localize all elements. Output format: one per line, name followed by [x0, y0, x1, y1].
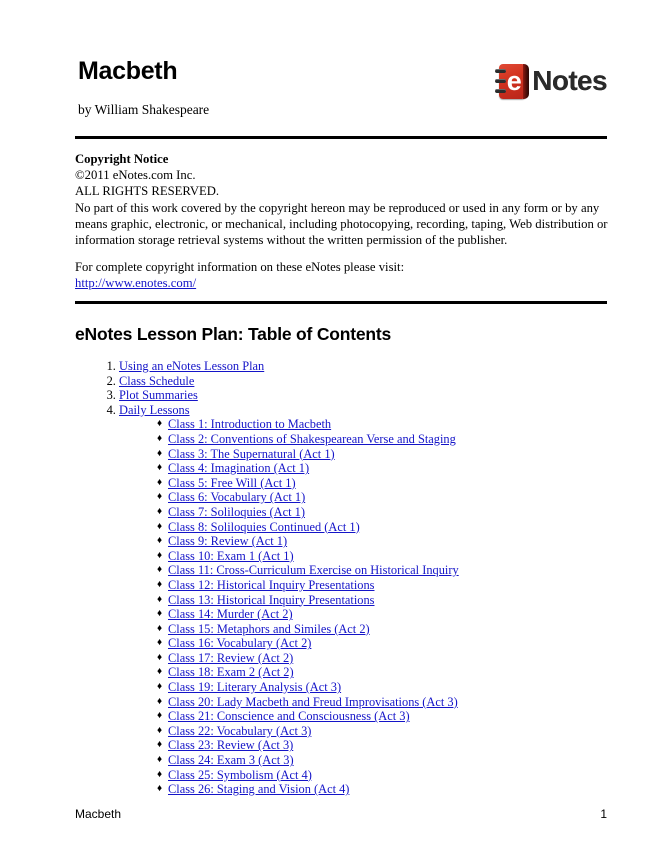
- list-item[interactable]: [119, 374, 615, 389]
- class-link[interactable]: Class 15: Metaphors and Similes (Act 2): [168, 621, 370, 636]
- list-item[interactable]: [157, 753, 615, 768]
- enotes-url-link[interactable]: http://www.enotes.com/: [75, 276, 197, 291]
- list-item[interactable]: [157, 665, 615, 680]
- class-link[interactable]: Class 12: Historical Inquiry Presentations: [168, 577, 375, 592]
- list-item[interactable]: [157, 461, 615, 476]
- class-link[interactable]: Class 16: Vocabulary (Act 2): [168, 636, 312, 651]
- list-item[interactable]: [157, 768, 615, 783]
- class-link[interactable]: Class 8: Soliloquies Continued (Act 1): [168, 519, 360, 534]
- page-footer: [75, 807, 607, 821]
- notebook-icon: [495, 63, 529, 100]
- logo-letter-e: e: [506, 65, 522, 96]
- diamond-bullet-icon: ♦: [157, 724, 163, 736]
- list-item[interactable]: [157, 680, 615, 695]
- list-item[interactable]: [157, 505, 615, 520]
- diamond-bullet-icon: ♦: [157, 637, 163, 649]
- copyright-notice: [75, 151, 615, 292]
- list-item[interactable]: [119, 359, 615, 374]
- diamond-bullet-icon: ♦: [157, 739, 163, 751]
- class-link[interactable]: Class 5: Free Will (Act 1): [168, 475, 296, 490]
- diamond-bullet-icon: ♦: [157, 608, 163, 620]
- rights-reserved-line: ALL RIGHTS RESERVED.: [75, 184, 220, 199]
- class-link[interactable]: Class 18: Exam 2 (Act 2): [168, 665, 294, 680]
- list-item[interactable]: [157, 490, 615, 505]
- list-item[interactable]: [157, 651, 615, 666]
- class-link[interactable]: Class 22: Vocabulary (Act 3): [168, 723, 312, 738]
- spiral-ring-icon: [495, 69, 506, 73]
- class-link[interactable]: Class 19: Literary Analysis (Act 3): [168, 680, 342, 695]
- class-link[interactable]: Class 26: Staging and Vision (Act 4): [168, 782, 350, 797]
- list-item[interactable]: [157, 593, 615, 608]
- divider-middle: [75, 301, 607, 304]
- toc-heading: eNotes Lesson Plan: Table of Contents: [75, 324, 392, 344]
- class-link[interactable]: Class 24: Exam 3 (Act 3): [168, 753, 294, 768]
- author-byline: by William Shakespeare: [78, 102, 210, 117]
- list-item[interactable]: [157, 782, 615, 797]
- footer-title: Macbeth: [75, 807, 122, 821]
- list-item[interactable]: [157, 622, 615, 637]
- diamond-bullet-icon: ♦: [157, 476, 163, 488]
- class-link[interactable]: Class 10: Exam 1 (Act 1): [168, 548, 294, 563]
- diamond-bullet-icon: ♦: [157, 520, 163, 532]
- class-link[interactable]: Class 3: The Supernatural (Act 1): [168, 446, 335, 461]
- diamond-bullet-icon: ♦: [157, 462, 163, 474]
- diamond-bullet-icon: ♦: [157, 593, 163, 605]
- class-link[interactable]: Class 14: Murder (Act 2): [168, 607, 293, 622]
- enotes-logo: [495, 61, 607, 101]
- class-link[interactable]: Class 23: Review (Act 3): [168, 738, 294, 753]
- diamond-bullet-icon: ♦: [157, 505, 163, 517]
- logo-wordmark: Notes: [532, 65, 607, 96]
- toc-numbered-list: [75, 359, 615, 797]
- list-item[interactable]: [157, 563, 615, 578]
- diamond-bullet-icon: ♦: [157, 578, 163, 590]
- footer-page-number: 1: [600, 807, 607, 821]
- diamond-bullet-icon: ♦: [157, 564, 163, 576]
- diamond-bullet-icon: ♦: [157, 447, 163, 459]
- list-item[interactable]: [157, 695, 615, 710]
- diamond-bullet-icon: ♦: [157, 681, 163, 693]
- class-link[interactable]: Class 7: Soliloquies (Act 1): [168, 504, 305, 519]
- table-of-contents: [75, 359, 615, 797]
- diamond-bullet-icon: ♦: [157, 651, 163, 663]
- list-item[interactable]: [157, 417, 615, 432]
- list-item[interactable]: [119, 388, 615, 403]
- diamond-bullet-icon: ♦: [157, 622, 163, 634]
- list-item[interactable]: [157, 607, 615, 622]
- class-link[interactable]: Class 9: Review (Act 1): [168, 534, 288, 549]
- diamond-bullet-icon: ♦: [157, 535, 163, 547]
- list-item[interactable]: [157, 534, 615, 549]
- list-item[interactable]: [157, 476, 615, 491]
- diamond-bullet-icon: ♦: [157, 549, 163, 561]
- diamond-bullet-icon: ♦: [157, 768, 163, 780]
- toc-link-using-lesson-plan[interactable]: Using an eNotes Lesson Plan: [119, 359, 265, 373]
- toc-link-class-schedule[interactable]: Class Schedule: [119, 373, 195, 388]
- class-link[interactable]: Class 11: Cross-Curriculum Exercise on Historical Inquiry: [168, 563, 459, 578]
- class-link[interactable]: Class 20: Lady Macbeth and Freud Improvisations (Act 3): [168, 694, 458, 709]
- list-item[interactable]: [157, 738, 615, 753]
- diamond-bullet-icon: ♦: [157, 710, 163, 722]
- class-link[interactable]: Class 25: Symbolism (Act 4): [168, 767, 312, 782]
- toc-link-plot-summaries[interactable]: Plot Summaries: [119, 388, 198, 403]
- diamond-bullet-icon: ♦: [157, 418, 163, 430]
- diamond-bullet-icon: ♦: [157, 666, 163, 678]
- class-link[interactable]: Class 13: Historical Inquiry Presentations: [168, 592, 375, 607]
- diamond-bullet-icon: ♦: [157, 695, 163, 707]
- page-title: Macbeth: [78, 57, 178, 85]
- list-item[interactable]: [157, 447, 615, 462]
- copyright-visit-line: For complete copyright information on these eNotes please visit:: [75, 260, 405, 275]
- divider-top: [75, 136, 607, 139]
- list-item[interactable]: [157, 432, 615, 447]
- list-item[interactable]: [157, 520, 615, 535]
- diamond-bullet-icon: ♦: [157, 754, 163, 766]
- spiral-ring-icon: [495, 79, 506, 83]
- diamond-bullet-icon: ♦: [157, 783, 163, 795]
- document-header: [75, 55, 607, 115]
- list-item[interactable]: [119, 403, 615, 797]
- diamond-bullet-icon: ♦: [157, 491, 163, 503]
- copyright-body: No part of this work covered by the copyright hereon may be reproduced or used in any form or by any means graphic, electronic, or mechanical, including photocopying, recording, taping, Web distribution or information storage retrieval systems without the written permission of the publisher.: [75, 200, 608, 248]
- toc-link-daily-lessons[interactable]: Daily Lessons: [119, 402, 190, 417]
- list-item[interactable]: [157, 578, 615, 593]
- copyright-year-line: ©2011 eNotes.com Inc.: [75, 168, 196, 183]
- class-link[interactable]: Class 17: Review (Act 2): [168, 650, 294, 665]
- daily-lessons-list: [119, 417, 615, 796]
- class-link[interactable]: Class 1: Introduction to Macbeth: [168, 417, 332, 432]
- paragraph-gap: [75, 248, 615, 259]
- list-item[interactable]: [157, 724, 615, 739]
- copyright-heading: Copyright Notice: [75, 152, 169, 166]
- class-link[interactable]: Class 6: Vocabulary (Act 1): [168, 490, 306, 505]
- list-item[interactable]: [157, 636, 615, 651]
- diamond-bullet-icon: ♦: [157, 432, 163, 444]
- list-item[interactable]: [157, 549, 615, 564]
- class-link[interactable]: Class 4: Imagination (Act 1): [168, 461, 310, 476]
- spiral-ring-icon: [495, 89, 506, 93]
- class-link[interactable]: Class 2: Conventions of Shakespearean Verse and Staging: [168, 431, 456, 446]
- class-link[interactable]: Class 21: Conscience and Consciousness (Act 3): [168, 709, 410, 724]
- list-item[interactable]: [157, 709, 615, 724]
